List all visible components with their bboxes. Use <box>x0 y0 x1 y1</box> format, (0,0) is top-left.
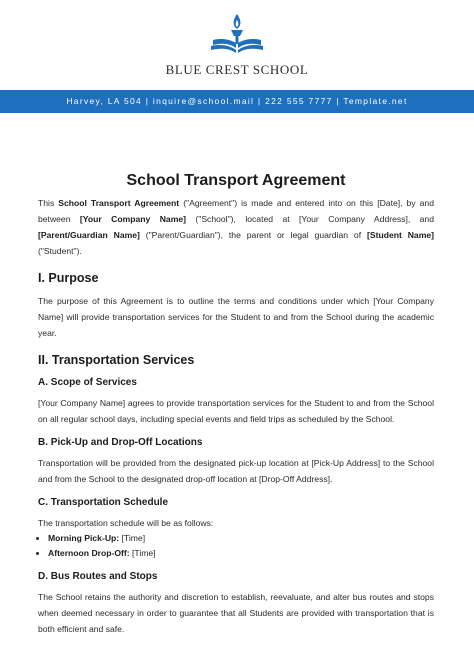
contact-banner <box>0 90 474 113</box>
intro-text: ("Student"). <box>38 246 82 256</box>
intro-bold: School Transport Agreement <box>58 198 180 208</box>
list-item-label: Morning Pick-Up: <box>48 533 120 543</box>
list-item-label: Afternoon Drop-Off: <box>48 548 130 558</box>
scope-paragraph: [Your Company Name] agrees to provide transportation services for the Student to and from the School on all regular school days, including special events and field trips as scheduled by the School. <box>38 398 434 424</box>
book-torch-logo-icon <box>207 12 267 58</box>
subheading-routes: D. Bus Routes and Stops <box>38 571 158 582</box>
pickup-paragraph: Transportation will be provided from the designated pick-up location at [Pick-Up Address] to the School and from the School to the designated drop-off location at [Drop-Off Address]. <box>38 458 434 484</box>
document-body <box>38 172 434 637</box>
routes-paragraph: The School retains the authority and discretion to establish, reevaluate, and alter bus routes and stops when deemed necessary in order to guarantee that all Students are provided with transportation that is both efficient and safe. <box>38 592 434 634</box>
list-item <box>48 546 434 561</box>
intro-text: ("School"), located at [Your Company Address], and <box>185 214 434 224</box>
schedule-list <box>38 531 434 561</box>
intro-text: This <box>38 198 59 208</box>
purpose-paragraph: The purpose of this Agreement is to outline the terms and conditions under which [Your Company Name] will provide transportation services for the Student to and from the School during the academic year. <box>38 296 434 338</box>
intro-bold: [Your Company Name] <box>79 214 186 224</box>
contact-info: Harvey, LA 504 | inquire@school.mail | 222 555 7777 | Template.net <box>66 96 408 106</box>
school-name: BLUE CREST SCHOOL <box>165 62 309 77</box>
school-logo <box>0 12 474 58</box>
intro-text: ("Agreement") is made and entered into on this [Date], by and between <box>38 198 434 224</box>
document-title: School Transport Agreement <box>126 172 346 189</box>
intro-bold: [Student Name] <box>366 230 434 240</box>
list-item-value: [Time] <box>129 548 156 558</box>
list-item-value: [Time] <box>119 533 146 543</box>
intro-text: ("Parent/Guardian"), the parent or legal guardian of <box>139 230 367 240</box>
subheading-pickup: B. Pick-Up and Drop-Off Locations <box>38 437 203 448</box>
subheading-schedule: C. Transportation Schedule <box>38 497 169 508</box>
intro-paragraph <box>38 195 434 259</box>
list-item <box>48 531 434 546</box>
subheading-scope: A. Scope of Services <box>38 377 137 388</box>
section-heading-transportation: II. Transportation Services <box>38 353 195 367</box>
intro-bold: [Parent/Guardian Name] <box>38 230 140 240</box>
schedule-paragraph: The transportation schedule will be as follows: <box>38 518 214 528</box>
section-heading-purpose: I. Purpose <box>38 271 99 285</box>
